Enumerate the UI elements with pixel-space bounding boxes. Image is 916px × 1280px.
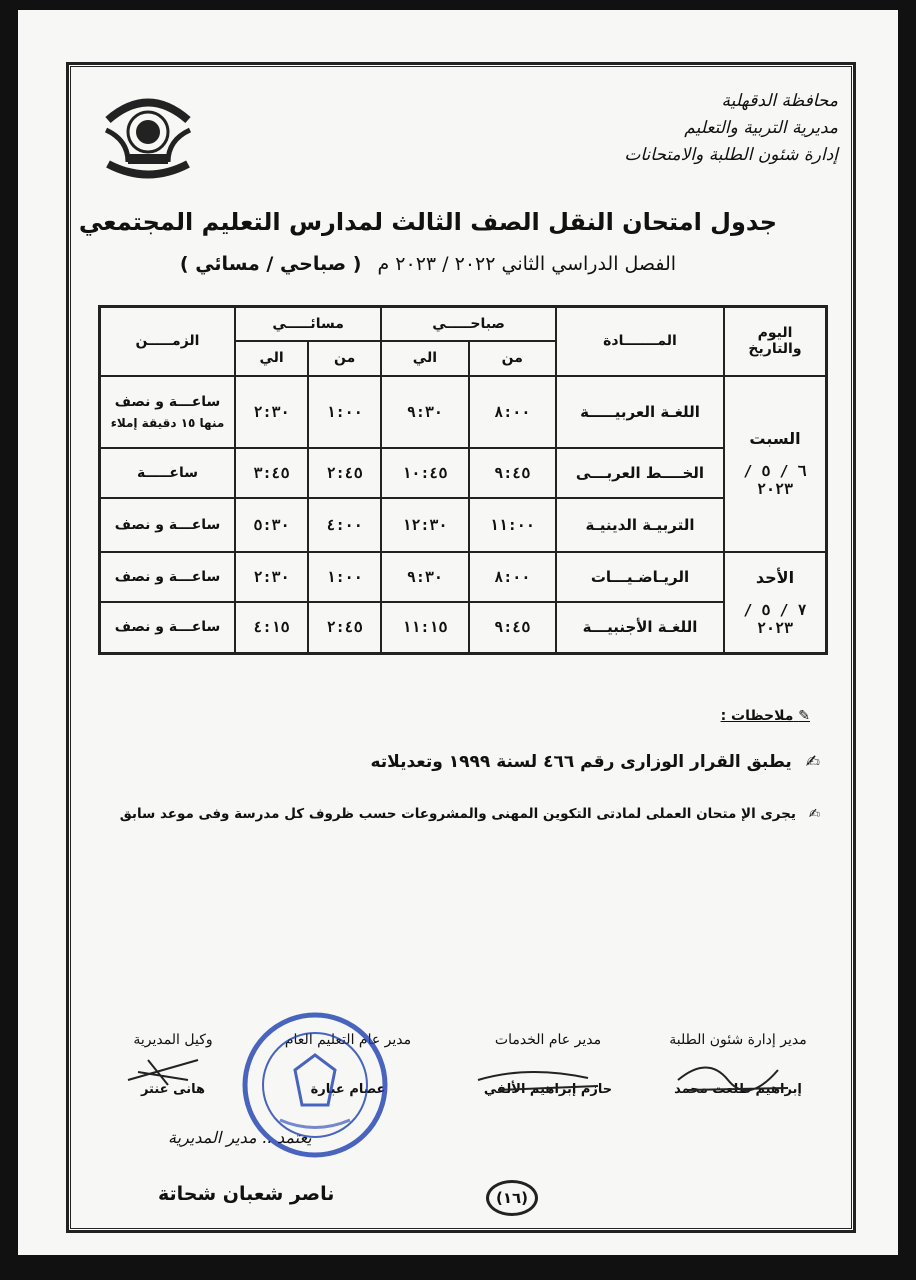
document-title: جدول امتحان النقل الصف الثالث لمدارس التعليم المجتمعي — [78, 208, 778, 236]
evening-from-cell: ١:٠٠ — [308, 376, 381, 448]
note-text: يجرى الإ متحان العملى لمادتى التكوين المهنى والمشروعات حسب ظروف كل مدرسة وفى موعد سابق — [119, 806, 796, 822]
evening-to-cell: ٣:٤٥ — [235, 448, 308, 498]
table-row — [100, 552, 827, 602]
table-row — [100, 602, 827, 654]
header-day-date: اليوم والتاريخ — [724, 307, 827, 376]
morning-to-cell: ١١:١٥ — [381, 602, 468, 654]
morning-to-cell: ١٠:٤٥ — [381, 448, 468, 498]
period-label: ( صباحي / مسائي ) — [179, 253, 362, 275]
pen-bullet-icon: ✍ — [808, 806, 820, 822]
subject-cell: الخــــط العربـــى — [556, 448, 724, 498]
duration-note: منها ١٥ دقيقة إملاء — [110, 415, 225, 430]
table-row — [100, 448, 827, 498]
evening-to-cell: ٢:٣٠ — [235, 376, 308, 448]
evening-from-cell: ٢:٤٥ — [308, 448, 381, 498]
directorate-seal-icon — [98, 80, 198, 182]
director-name: ناصر شعبان شحاتة — [158, 1183, 335, 1205]
evening-from-cell: ٢:٤٥ — [308, 602, 381, 654]
evening-from-cell: ١:٠٠ — [308, 552, 381, 602]
handwritten-signature-icon — [468, 1060, 608, 1100]
header-line-governorate: محافظة الدقهلية — [721, 91, 838, 111]
header-line-directorate: مديرية التربية والتعليم — [684, 118, 838, 138]
evening-to-cell: ٥:٣٠ — [235, 498, 308, 552]
day-cell-sunday — [724, 552, 827, 654]
handwritten-signature-icon — [118, 1050, 208, 1090]
signature-role: مدير عام الخدمات — [494, 1032, 602, 1048]
morning-from-cell: ١١:٠٠ — [469, 498, 556, 552]
day-date: ٧ / ٥ / ٢٠٢٣ — [743, 600, 807, 637]
subject-cell: التربيـة الدينيـة — [556, 498, 724, 552]
pen-bullet-icon: ✎ — [798, 708, 810, 724]
subject-cell: الريـاضـيـــات — [556, 552, 724, 602]
day-date: ٦ / ٥ / ٢٠٢٣ — [743, 462, 807, 498]
handwritten-signature-icon — [668, 1050, 798, 1100]
semester-label: الفصل الدراسي الثاني ٢٠٢٢ / ٢٠٢٣ م — [377, 253, 677, 275]
table-row — [100, 376, 827, 448]
duration-cell — [100, 376, 236, 448]
page-number: (١٦) — [486, 1180, 538, 1216]
morning-from-cell: ٩:٤٥ — [469, 448, 556, 498]
subject-cell: اللغـة العربيـــــة — [556, 376, 724, 448]
duration-cell: ساعـــة و نصف — [100, 498, 236, 552]
exam-schedule-table — [98, 305, 828, 655]
morning-from-cell: ٩:٤٥ — [469, 602, 556, 654]
duration-cell: ساعـــة و نصف — [100, 602, 236, 654]
signature-role: وكيل المديرية — [133, 1032, 213, 1048]
evening-to-cell: ٤:١٥ — [235, 602, 308, 654]
header-morning-from: من — [469, 341, 556, 375]
evening-from-cell: ٤:٠٠ — [308, 498, 381, 552]
header-morning-to: الي — [381, 341, 468, 375]
signature-name: حازم إبراهيم الألفي — [483, 1082, 613, 1097]
table-row — [100, 498, 827, 552]
approval-label: يعتمد .. مدير المديرية — [168, 1128, 312, 1147]
note-item — [370, 752, 820, 772]
subject-cell: اللغـة الأجنبيـــة — [556, 602, 724, 654]
morning-to-cell: ١٢:٣٠ — [381, 498, 468, 552]
morning-to-cell: ٩:٣٠ — [381, 552, 468, 602]
morning-from-cell: ٨:٠٠ — [469, 552, 556, 602]
document-sheet — [18, 10, 898, 1255]
notes-heading-text: ملاحظات : — [720, 708, 794, 724]
day-name: الأحد — [755, 567, 795, 587]
morning-from-cell: ٨:٠٠ — [469, 376, 556, 448]
note-text: يطبق القرار الوزارى رقم ٤٦٦ لسنة ١٩٩٩ وتعديلاته — [370, 752, 792, 772]
header-subject: المـــــــادة — [556, 307, 724, 376]
header-morning: صباحـــــي — [381, 307, 556, 342]
signature-role: مدير إدارة شئون الطلبة — [669, 1032, 807, 1048]
signature-name: إبراهيم طلعت محمد — [674, 1082, 802, 1097]
evening-to-cell: ٢:٣٠ — [235, 552, 308, 602]
header-evening: مسائـــــي — [235, 307, 381, 342]
duration-cell: ساعـــــة — [100, 448, 236, 498]
day-cell-saturday — [724, 376, 827, 552]
signature-name: عصام عبارة — [310, 1082, 386, 1097]
header-evening-to: الي — [235, 341, 308, 375]
table-header-row — [100, 307, 827, 342]
note-item — [120, 806, 820, 822]
header-authority — [618, 88, 838, 169]
document-subtitle — [78, 253, 778, 275]
duration-text: ساعـــة و نصف — [114, 393, 221, 410]
day-name: السبت — [749, 429, 801, 448]
header-evening-from: من — [308, 341, 381, 375]
morning-to-cell: ٩:٣٠ — [381, 376, 468, 448]
signature-name: هانى عنتر — [140, 1082, 206, 1097]
pen-bullet-icon: ✍ — [805, 752, 820, 772]
header-duration: الزمـــــن — [100, 307, 236, 376]
notes-heading — [721, 708, 810, 724]
duration-cell: ساعـــة و نصف — [100, 552, 236, 602]
signature-role: مدير عام التعليم العام — [284, 1032, 412, 1048]
header-line-administration: إدارة شئون الطلبة والامتحانات — [624, 145, 838, 165]
